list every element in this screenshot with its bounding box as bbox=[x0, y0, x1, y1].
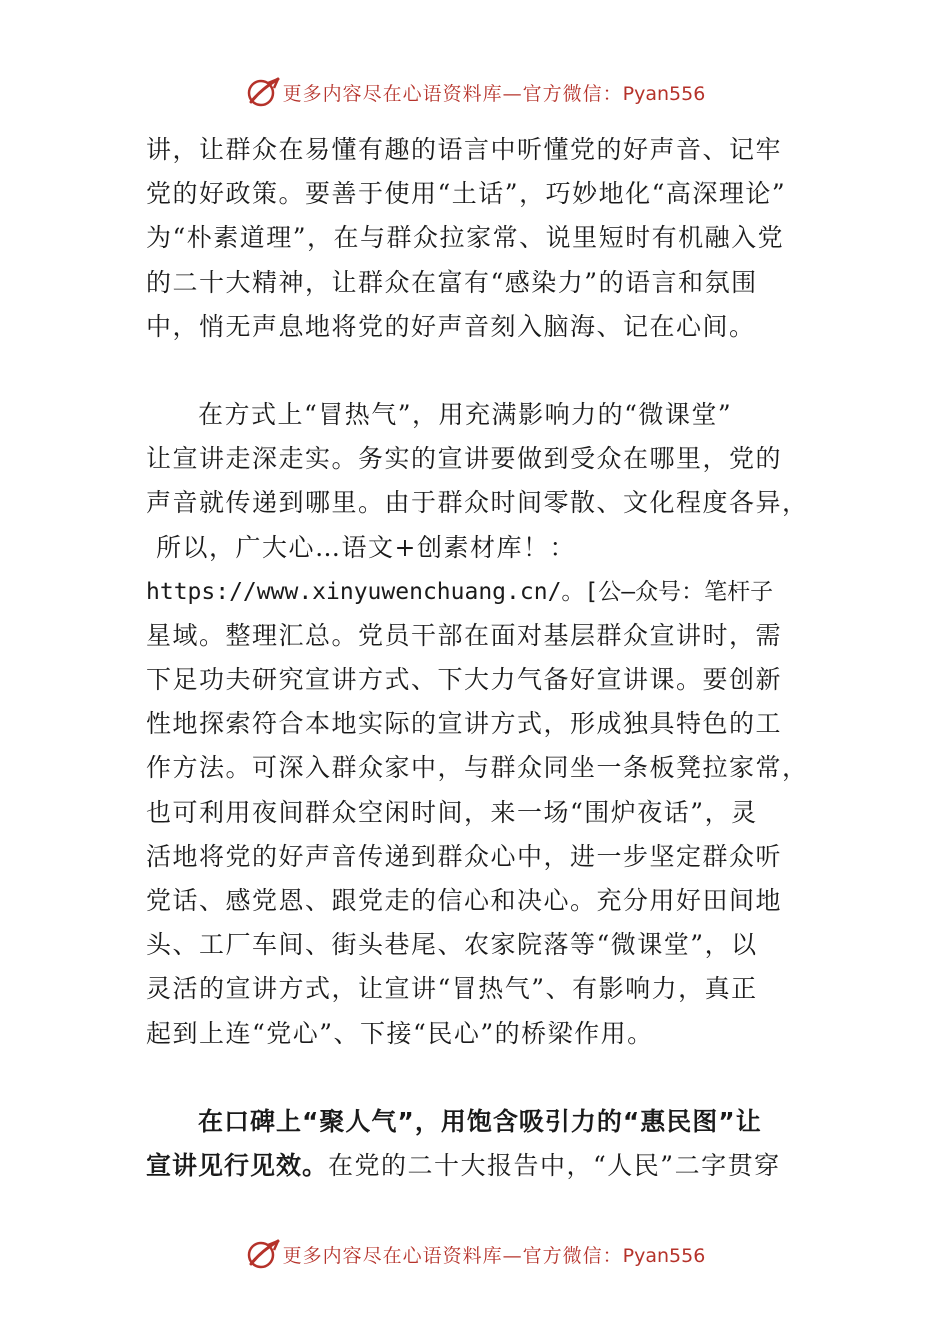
text-line: 也可利用夜间群众空闲时间，来一场“围炉夜话”，灵 bbox=[146, 797, 758, 827]
banner-text: 更多内容尽在心语资料库—官方微信：Pyan556 bbox=[282, 1244, 706, 1267]
banner-text: 更多内容尽在心语资料库—官方微信：Pyan556 bbox=[282, 82, 706, 105]
header-banner bbox=[0, 70, 950, 114]
text-line: 讲，让群众在易懂有趣的语言中听懂党的好声音、记牢 bbox=[146, 135, 783, 164]
text-line: 所以，广大心…语文+创素材库！： bbox=[156, 532, 576, 562]
text-line: 在方式上“冒热气”，用充满影响力的“微课堂” bbox=[198, 399, 733, 429]
brand-logo-icon bbox=[245, 74, 281, 110]
wechat-id: Pyan556 bbox=[622, 1244, 706, 1267]
text-line: 起到上连“党心”、下接“民心”的桥梁作用。 bbox=[146, 1018, 654, 1048]
text-line: 头、工厂车间、街头巷尾、农家院落等“微课堂”，以 bbox=[146, 930, 758, 960]
url-line: https://www.xinyuwenchuang.cn/。[公—众号：笔杆子 bbox=[146, 578, 774, 605]
text-line: 灵活的宣讲方式，让宣讲“冒热气”、有影响力，真正 bbox=[146, 974, 758, 1004]
text-span: 在党的二十大报告中，“人民”二字贯穿 bbox=[328, 1150, 781, 1180]
text-line: 活地将党的好声音传递到群众心中，进一步坚定群众听 bbox=[146, 841, 783, 871]
footer-banner bbox=[0, 1232, 950, 1276]
text-line: 星域。整理汇总。党员干部在面对基层群众宣讲时，需 bbox=[146, 620, 783, 650]
text-line: 性地探索符合本地实际的宣讲方式，形成独具特色的工 bbox=[146, 709, 783, 739]
text-line: 中，悄无声息地将党的好声音刻入脑海、记在心间。 bbox=[146, 311, 756, 341]
bold-heading-tail: 宣讲见行见效。 bbox=[146, 1150, 329, 1180]
document-body bbox=[146, 128, 816, 1188]
text-line: 为“朴素道理”，在与群众拉家常、说里短时有机融入党 bbox=[146, 223, 785, 253]
paragraph-1 bbox=[146, 128, 816, 349]
text-line: 作方法。可深入群众家中，与群众同坐一条板凳拉家常， bbox=[146, 753, 809, 783]
text-line: 党的好政策。要善于使用“土话”，巧妙地化“高深理论” bbox=[146, 179, 787, 209]
bold-heading-line: 在口碑上“聚人气”，用饱含吸引力的“惠民图”让 bbox=[198, 1106, 762, 1136]
text-line: 声音就传递到哪里。由于群众时间零散、文化程度各异， bbox=[146, 488, 809, 518]
text-line bbox=[146, 1144, 816, 1188]
text-line: 的二十大精神，让群众在富有“感染力”的语言和氛围 bbox=[146, 267, 758, 297]
brand-logo-icon bbox=[245, 1236, 281, 1272]
text-line: 党话、感党恩、跟党走的信心和决心。充分用好田间地 bbox=[146, 886, 783, 915]
paragraph-3 bbox=[146, 1100, 816, 1188]
text-line: 让宣讲走深走实。务实的宣讲要做到受众在哪里，党的 bbox=[146, 444, 783, 474]
text-line: 下足功夫研究宣讲方式、下大力气备好宣讲课。要创新 bbox=[146, 665, 783, 695]
wechat-id: Pyan556 bbox=[622, 82, 706, 105]
paragraph-2 bbox=[146, 393, 816, 1056]
